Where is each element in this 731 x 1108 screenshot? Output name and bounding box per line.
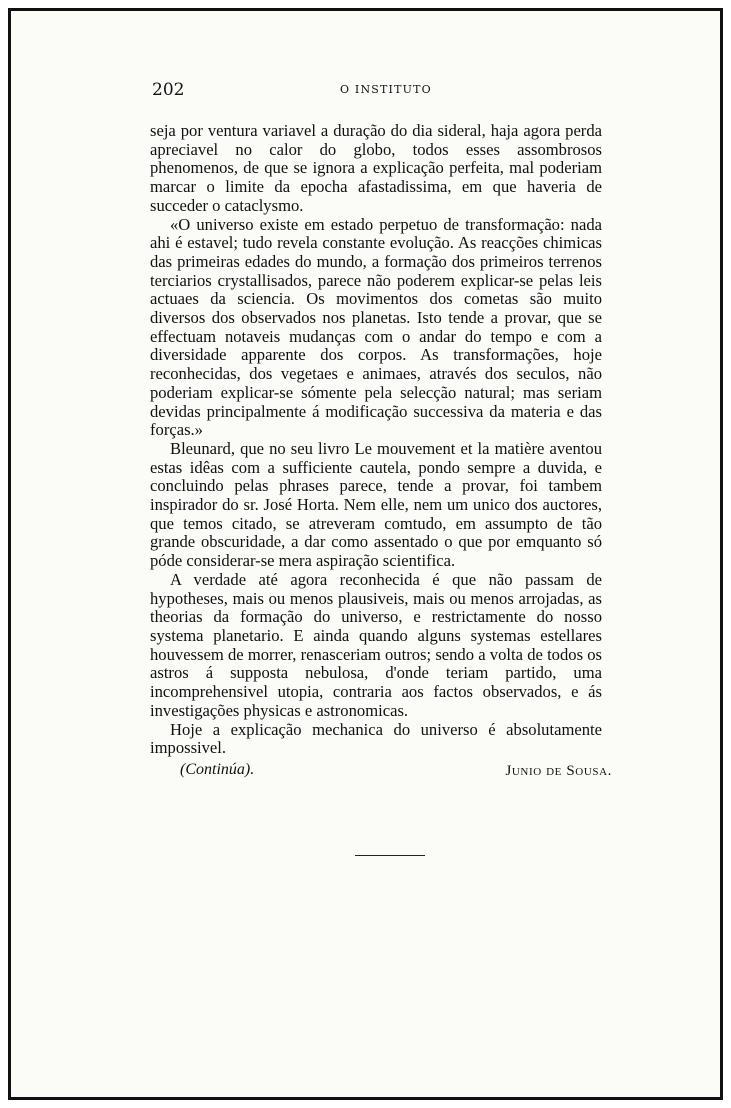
continued-note: (Continúa). <box>180 761 255 778</box>
paragraph-1: seja por ventura variavel a duração do dia sideral, haja agora perda apreciavel no calor do globo, todos esses assombrosos phenomenos, de que se ignora a explicação perfeita, mal poderiam marcar o limite da epocha afastadissima, em que haveria de succeder o cataclysmo. <box>150 121 602 215</box>
page-number: 202 <box>152 80 185 100</box>
paragraph-2: «O universo existe em estado perpetuo de transformação: nada ahi é estavel; tudo revela constante evolução. As reacções chimicas das primeiras edades do mundo, a formação dos primeiros terrenos terciarios crystallisados, parece não poderem explicar-se pelas leis actuaes da sciencia. Os movimentos dos cometas são muito diversos dos observados nos planetas. Isto tende a provar, que se effectuam notaveis mudanças com o andar do tempo e com a diversidade apparente dos corpos. As transformações, hoje reconhecidas, dos vegetaes e animaes, através dos seculos, não poderiam explicar-se sómente pela selecção natural; mas seriam devidas principalmente á modificação successiva da materia e das forças.» <box>150 214 602 440</box>
article-body <box>150 122 602 758</box>
paragraph-4: A verdade até agora reconhecida é que não passam de hypotheses, mais ou menos plausiveis, mais ou menos arrojadas, as theorias da formação do universo, e restrictamente do nosso systema planetario. E ainda quando alguns systemas estellares houvessem de morrer, renasceriam outros; sendo a volta de todos os astros á supposta nebulosa, d'onde teriam partido, uma incomprehensivel utopia, contraria aos factos observados, e ás investigações physicas e astronomicas. <box>150 569 602 720</box>
page-header <box>152 80 604 104</box>
paragraph-5: Hoje a explicação mechanica do universo é absolutamente impossivel. <box>150 719 602 758</box>
running-title: O INSTITUTO <box>340 83 432 96</box>
author-signature: Junio de Sousa. <box>505 763 612 779</box>
paragraph-3: Bleunard, que no seu livro Le mouvement et la matière aventou estas idêas com a sufficiente cautela, pondo sempre a duvida, e concluindo pelas phrases parece, tende a provar, foi tambem inspirador do sr. José Horta. Nem elle, nem um unico dos auctores, que temos citado, se atreveram comtudo, em assumpto de tão grande obscuridade, a dar como assentado o que por emquanto só póde considerar-se mera aspiração scientifica. <box>150 438 602 571</box>
signature-row <box>150 761 612 783</box>
end-rule <box>355 855 425 856</box>
